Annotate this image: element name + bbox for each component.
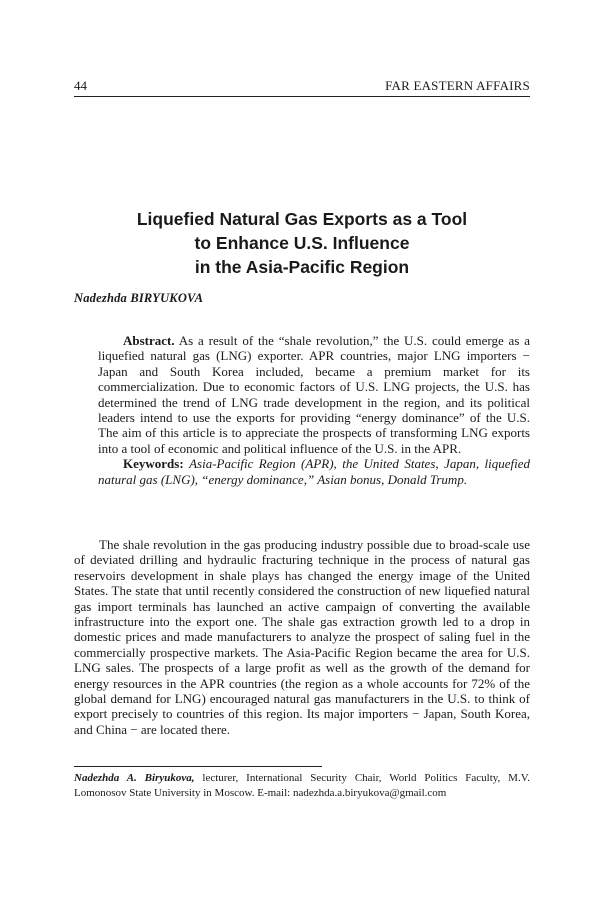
footnote-rule (74, 766, 322, 767)
title-line-3: in the Asia-Pacific Region (194, 257, 410, 277)
body-text (74, 537, 530, 737)
abstract-paragraph (98, 333, 530, 456)
abstract-text: As a result of the “shale revolution,” the U.S. could emerge as a liquefied natural gas (LNG) exporter. APR countries, major LNG importers − Japan and South Korea included, became a premium market for its commercialization. Due to economic factors of U.S. LNG projects, the U.S. has determined the trend of LNG trade development in the region, and its political leaders intend to use the exports for providing “energy dominance” of the U.S. The aim of this article is to appreciate the prospects of transforming LNG exports into a tool of economic and political influence of the U.S. in the APR. (98, 333, 530, 456)
title-line-2: to Enhance U.S. Influence (194, 233, 410, 253)
footnote-paragraph (74, 771, 530, 801)
footnote-author: Nadezhda A. Biryukova, (74, 772, 195, 784)
abstract-block (98, 333, 530, 487)
journal-name: FAR EASTERN AFFAIRS (385, 78, 530, 93)
keywords-text: Asia-Pacific Region (APR), the United States, Japan, liquefied natural gas (LNG), “energy dominance,” Asian bonus, Donald Trump. (98, 456, 531, 487)
abstract-label: Abstract. (123, 333, 175, 348)
keywords-paragraph (98, 456, 530, 487)
article-title (74, 207, 530, 279)
keywords-label: Keywords: (123, 456, 184, 472)
body-paragraph: The shale revolution in the gas producing industry possible due to broad-scale use of deviated drilling and hydraulic fracturing technique in the process of natural gas reservoirs development in shale plays has changed the energy image of the United States. The state that until recently considered the construction of new liquefied natural gas import terminals has launched an active campaign of converting the available infrastructure into the export one. The shale gas extraction growth led to a drop in domestic prices and made manufacturers to analyze the prospect of saling fuel in the commercially prospective markets. The Asia-Pacific Region became the area for U.S. LNG sales. The prospects of a large profit as well as the growth of the demand for energy resources in the APR countries (the region as a whole accounts for 72% of the global demand for LNG) encouraged natural gas manufacturers in the U.S. to think of export precisely to countries of this region. Its major importers − Japan, South Korea, and China − are located there. (74, 537, 530, 737)
footnote (74, 771, 530, 801)
title-line-1: Liquefied Natural Gas Exports as a Tool (136, 209, 468, 229)
page-number: 44 (74, 78, 87, 93)
footnote-text: lecturer, International Security Chair, World Politics Faculty, M.V. Lomonosov State University in Moscow. E-mail: nadezhda.a.biryukova@gmail.com (74, 772, 530, 799)
author-name: Nadezhda BIRYUKOVA (74, 291, 204, 305)
running-header (74, 78, 530, 97)
